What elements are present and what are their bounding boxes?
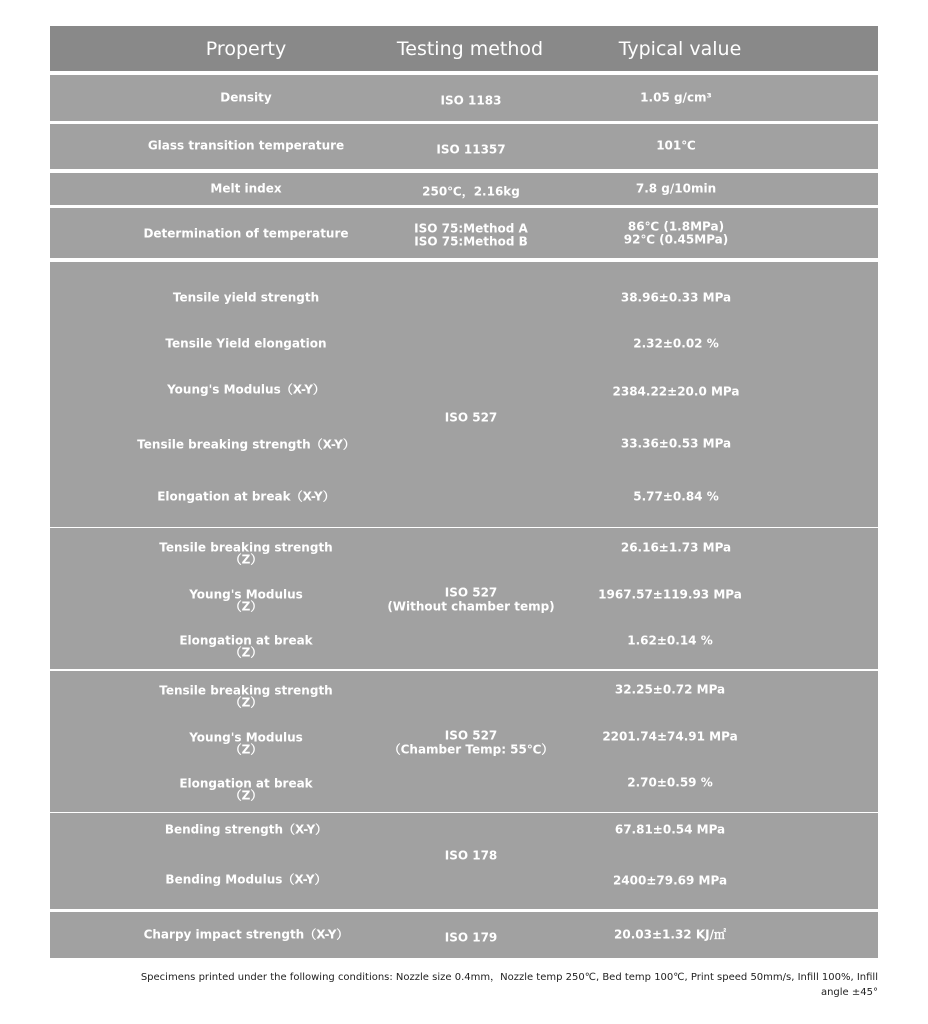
testing-method: 250℃，2.16kg bbox=[422, 184, 520, 199]
typical-value: 7.8 g/10min bbox=[635, 181, 717, 196]
testing-method-condition: （Chamber Temp: 55℃） bbox=[388, 742, 554, 757]
typical-value: 5.77±0.84 % bbox=[633, 489, 719, 504]
property-axis-label: （Z） bbox=[229, 552, 263, 567]
testing-method: ISO 527 bbox=[444, 728, 498, 743]
typical-value: 2.32±0.02 % bbox=[633, 336, 719, 351]
testing-method: ISO 1183 bbox=[440, 93, 502, 108]
table-header bbox=[50, 26, 878, 71]
typical-value: 67.81±0.54 MPa bbox=[614, 822, 726, 837]
testing-method-condition: (Without chamber temp) bbox=[387, 599, 555, 614]
typical-value: 32.25±0.72 MPa bbox=[614, 682, 726, 697]
table-row-density bbox=[50, 75, 878, 121]
typical-value: 2.70±0.59 % bbox=[627, 775, 713, 790]
typical-value: 26.16±1.73 MPa bbox=[620, 540, 732, 555]
testing-method: ISO 179 bbox=[444, 930, 498, 945]
table-group-bending bbox=[50, 813, 878, 909]
property-label: Density bbox=[220, 90, 272, 105]
property-label: Melt index bbox=[210, 181, 282, 196]
typical-value: 33.36±0.53 MPa bbox=[620, 436, 732, 451]
header-testing-method: Testing method bbox=[396, 37, 544, 60]
typical-value: 101℃ bbox=[656, 138, 696, 153]
property-label: Tensile breaking strength bbox=[159, 540, 333, 555]
header-property: Property bbox=[205, 37, 287, 60]
property-label: Tensile yield strength bbox=[172, 290, 320, 305]
table-row-melt-index bbox=[50, 173, 878, 205]
testing-method-a: ISO 75:Method A bbox=[414, 221, 528, 236]
testing-method: ISO 527 bbox=[444, 585, 498, 600]
header-typical-value: Typical value bbox=[618, 37, 742, 60]
table-row-glass-transition bbox=[50, 124, 878, 169]
testing-method: ISO 178 bbox=[444, 848, 498, 863]
property-label: Elongation at break bbox=[179, 776, 313, 791]
property-axis-label: （Z） bbox=[229, 742, 263, 757]
table-group-tensile-z-without-chamber bbox=[50, 528, 878, 669]
property-axis-label: （Z） bbox=[229, 645, 263, 660]
table-row-charpy-impact bbox=[50, 912, 878, 958]
typical-value: 2400±79.69 MPa bbox=[612, 873, 728, 888]
property-label: Elongation at break bbox=[179, 633, 313, 648]
typical-value: 38.96±0.33 MPa bbox=[620, 290, 732, 305]
property-label: Young's Modulus bbox=[189, 730, 303, 745]
typical-value: 20.03±1.32 KJ/㎡ bbox=[614, 927, 726, 942]
testing-method: ISO 11357 bbox=[436, 142, 506, 157]
typical-value-a: 86℃ (1.8MPa) bbox=[627, 219, 725, 234]
typical-value: 1967.57±119.93 MPa bbox=[598, 587, 742, 602]
property-axis-label: （Z） bbox=[229, 695, 263, 710]
specimen-conditions-footnote: Specimens printed under the following conditions: Nozzle size 0.4mm，Nozzle temp 250℃, Bed temp 100℃, Print speed 50mm/s, Infill 100%, Infill angle ±45° bbox=[140, 972, 878, 998]
property-label: Glass transition temperature bbox=[147, 138, 345, 153]
typical-value-b: 92℃ (0.45MPa) bbox=[623, 232, 729, 247]
property-label: Young's Modulus bbox=[189, 587, 303, 602]
property-axis-label: （Z） bbox=[229, 788, 263, 803]
property-label: Tensile breaking strength（X-Y） bbox=[137, 437, 355, 452]
property-label: Tensile breaking strength bbox=[159, 683, 333, 698]
testing-method: ISO 527 bbox=[444, 410, 498, 425]
testing-method-b: ISO 75:Method B bbox=[414, 234, 528, 249]
property-label: Tensile Yield elongation bbox=[165, 336, 327, 351]
property-label: Elongation at break（X-Y） bbox=[157, 489, 335, 504]
property-label: Bending Modulus（X-Y） bbox=[165, 872, 327, 887]
typical-value: 2201.74±74.91 MPa bbox=[602, 729, 738, 744]
property-label: Young's Modulus（X-Y） bbox=[167, 382, 325, 397]
table-group-tensile-z-chamber bbox=[50, 671, 878, 812]
property-axis-label: （Z） bbox=[229, 599, 263, 614]
property-label: Bending strength（X-Y） bbox=[164, 822, 328, 837]
property-label: Determination of temperature bbox=[143, 226, 349, 241]
typical-value: 2384.22±20.0 MPa bbox=[612, 384, 740, 399]
property-label: Charpy impact strength（X-Y） bbox=[143, 927, 349, 942]
table-group-tensile-xy bbox=[50, 262, 878, 527]
table-row-determination-of-temperature bbox=[50, 208, 878, 258]
typical-value: 1.05 g/cm³ bbox=[640, 90, 712, 105]
typical-value: 1.62±0.14 % bbox=[627, 633, 713, 648]
